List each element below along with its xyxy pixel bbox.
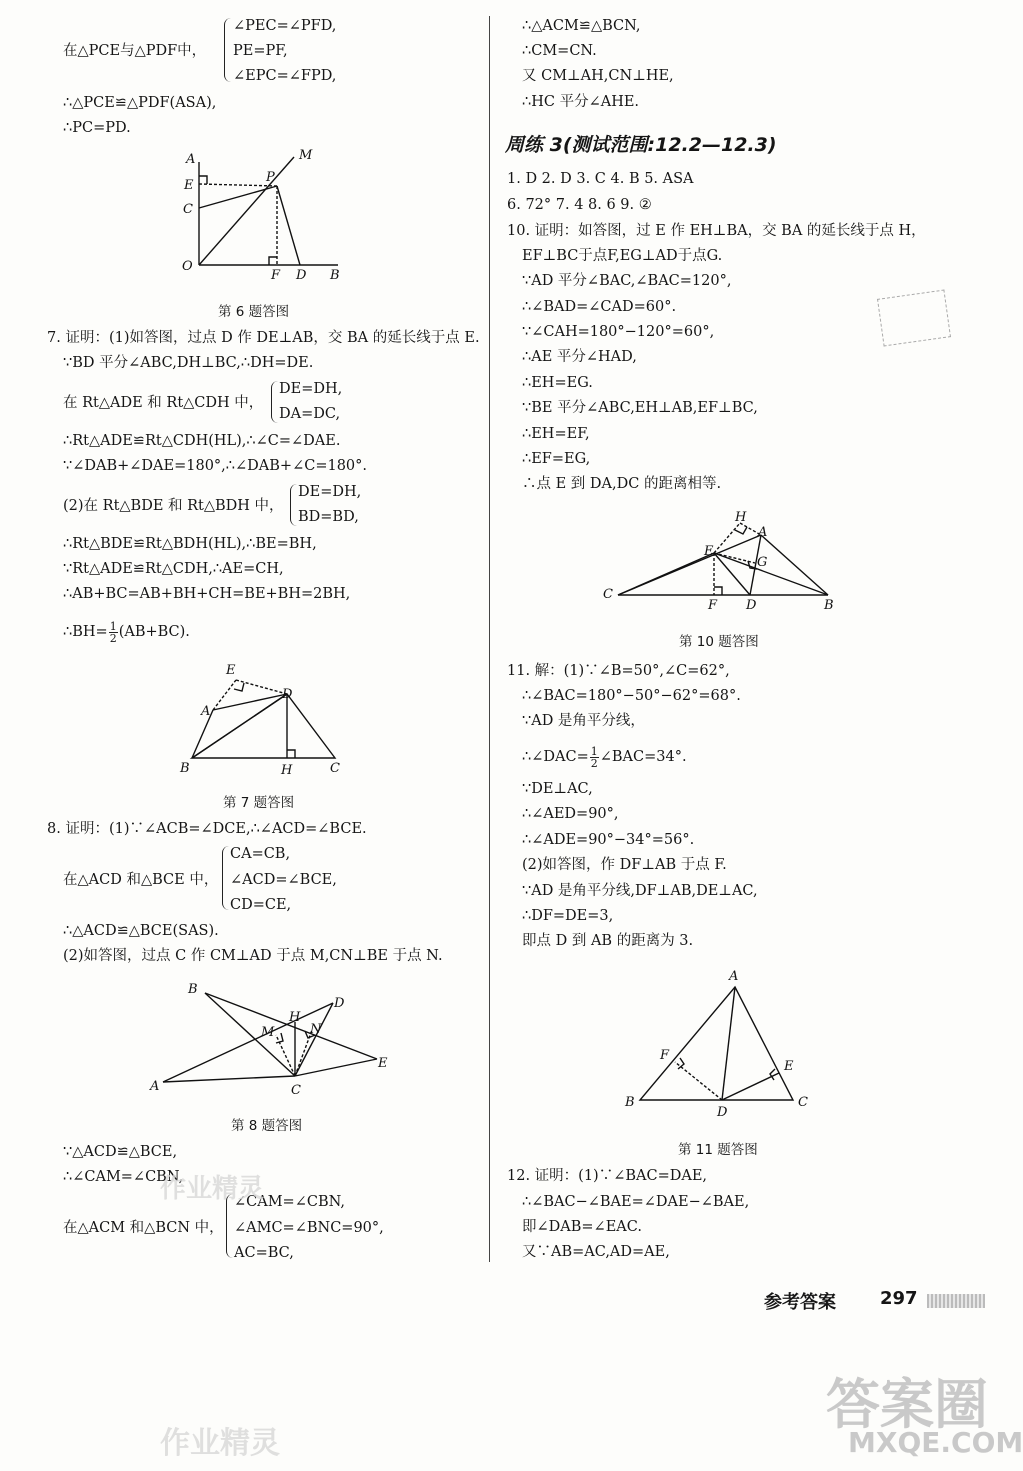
q8-line: 8. 证明：(1)∵∠ACB=∠DCE,∴∠ACD=∠BCE. [47, 821, 367, 837]
answer-key-line: 1. D 2. D 3. C 4. B 5. ASA [507, 171, 694, 187]
q8-end-line: ∴△ACM≌△BCN, [522, 18, 641, 34]
q11-line: (2)如答图，作 DF⊥AB 于点 F. [522, 857, 727, 873]
fig6-label: D [296, 268, 307, 283]
fig7-label: H [281, 763, 293, 778]
q10-line: ∵BE 平分∠ABC,EH⊥AB,EF⊥BC, [522, 400, 758, 416]
q11-line: ∴DF=DE=3, [522, 908, 614, 924]
q7-line: ∴BH= $\frac{1}{2}$ (AB+BC). [63, 619, 190, 645]
fig8-label: N [310, 1022, 322, 1037]
q7-system-line: BD=BD, [298, 509, 359, 525]
q7-system-prefix: (2)在 Rt△BDE 和 Rt△BDH 中， [63, 498, 284, 514]
fig10-label: A [758, 525, 768, 540]
q7-system-brace [290, 484, 297, 526]
figure-6 [170, 143, 360, 283]
fig7-label: D [282, 687, 293, 702]
q11-line: ∵AD 是角平分线， [522, 713, 645, 729]
fig8-label: H [289, 1010, 301, 1025]
q6-conclusion: ∴△PCE≌△PDF(ASA), [63, 95, 217, 111]
fig11-label: A [729, 969, 739, 984]
fig10-label: C [603, 587, 613, 602]
fig7-label: A [201, 704, 211, 719]
q11-line: 即点 D 到 AB 的距离为 3. [522, 933, 694, 949]
page-number: 297 [880, 1288, 918, 1309]
q8-system-line: ∠AMC=∠BNC=90°, [234, 1220, 384, 1236]
fig10-label: H [735, 510, 747, 525]
q7-line: ∵BD 平分∠ABC,DH⊥BC,∴DH=DE. [63, 355, 314, 371]
fig8-label: D [334, 996, 345, 1011]
fig6-label: C [183, 202, 193, 217]
figure-11 [620, 962, 820, 1122]
watermark: 作业精灵 [160, 1174, 265, 1204]
q11-line: ∴∠AED=90°, [522, 806, 619, 822]
q12-line: ∴∠BAC−∠BAE=∠DAE−∠BAE, [522, 1194, 750, 1210]
fig11-label: B [625, 1095, 635, 1110]
q10-line: ∴AE 平分∠HAD, [522, 349, 637, 365]
fig6-label: P [266, 170, 275, 185]
footer-bar [927, 1294, 985, 1308]
q7-line: ∵∠DAB+∠DAE=180°,∴∠DAB+∠C=180°. [63, 458, 367, 474]
fig8-label: A [150, 1079, 160, 1094]
q10-line: ∵∠CAH=180°−120°=60°, [522, 324, 715, 340]
q7-line: ∵Rt△ADE≌Rt△CDH,∴AE=CH, [63, 561, 284, 577]
fig7-label: B [180, 761, 190, 776]
q11-line: ∴∠DAC= $\frac{1}{2}$ ∠BAC=34°. [522, 744, 687, 770]
fig10-label: G [757, 555, 768, 570]
watermark-logo: 答案圈 [826, 1373, 988, 1436]
q11-line: ∴∠ADE=90°−34°=56°. [522, 832, 695, 848]
fig6-label: B [330, 268, 340, 283]
q10-line: ∴∠BAD=∠CAD=60°. [522, 299, 677, 315]
q8-line: ∴∠CAM=∠CBN, [63, 1169, 184, 1185]
fig7-label: E [226, 663, 236, 678]
q6-system-prefix: 在△PCE与△PDF中， [63, 43, 207, 59]
q8-system-line: AC=BC, [234, 1245, 294, 1261]
answer-key-line: 6. 72° 7. 4 8. 6 9. ② [507, 197, 652, 213]
q7-system-line: DA=DC, [279, 406, 341, 422]
fig8-label: M [261, 1025, 275, 1040]
figure-10 [598, 505, 848, 620]
fig10-caption: 第 10 题答图 [679, 634, 759, 650]
q6-system-brace [224, 18, 231, 82]
q6-conclusion: ∴PC=PD. [63, 120, 131, 136]
fig6-label: F [271, 268, 281, 283]
fraction-half: $\frac{1}{2}$ [590, 744, 598, 770]
fig8-label: C [291, 1083, 301, 1098]
q10-line: ∴EH=EF, [522, 426, 590, 442]
footer-label: 参考答案 [764, 1292, 836, 1313]
q12-line: 12. 证明：(1)∵∠BAC=DAE, [507, 1168, 708, 1184]
q6-system-line: ∠PEC=∠PFD, [233, 18, 337, 34]
q7-line: ∴AB+BC=AB+BH+CH=BE+BH=2BH, [63, 586, 351, 602]
q8-line: ∴△ACD≌△BCE(SAS). [63, 923, 219, 939]
column-divider [489, 16, 490, 1262]
fig11-label: E [784, 1059, 794, 1074]
q6-system-line: ∠EPC=∠FPD, [233, 68, 337, 84]
fig11-label: F [660, 1048, 670, 1063]
figure-7 [170, 652, 360, 782]
q8-end-line: ∴CM=CN. [522, 43, 597, 59]
q8-system-prefix: 在△ACM 和△BCN 中， [63, 1220, 224, 1236]
q7-system-prefix: 在 Rt△ADE 和 Rt△CDH 中， [63, 395, 264, 411]
section-title: 周练 3(测试范围:12.2—12.3) [505, 134, 777, 156]
q6-system-line: PE=PF, [233, 43, 288, 59]
q8-system-line: ∠ACD=∠BCE, [230, 872, 337, 888]
fig6-label: A [186, 152, 196, 167]
fig6-label: E [184, 178, 194, 193]
fig11-label: C [798, 1095, 808, 1110]
q8-system-line: ∠CAM=∠CBN, [234, 1194, 345, 1210]
q10-line: ∵AD 平分∠BAC,∠BAC=120°, [522, 273, 732, 289]
q10-line: ∴点 E 到 DA,DC 的距离相等. [522, 476, 722, 492]
fig11-label: D [717, 1105, 728, 1120]
fig10-label: E [704, 544, 714, 559]
q12-line: 即∠DAB=∠EAC. [522, 1219, 642, 1235]
q8-line: ∵△ACD≌△BCE, [63, 1144, 178, 1160]
q11-line: ∵DE⊥AC, [522, 781, 593, 797]
watermark: 作业精灵 [160, 1426, 280, 1461]
q7-line: ∴Rt△BDE≌Rt△BDH(HL),∴BE=BH, [63, 536, 317, 552]
watermark-url: MXQE.COM [848, 1426, 1023, 1459]
fig6-label: M [299, 148, 313, 163]
q7-system-line: DE=DH, [279, 381, 343, 397]
fig8-label: E [378, 1056, 388, 1071]
q11-line: 11. 解：(1)∵∠B=50°,∠C=62°, [507, 663, 730, 679]
fraction-half: $\frac{1}{2}$ [109, 619, 117, 645]
q11-line: ∴∠BAC=180°−50°−62°=68°. [522, 688, 741, 704]
q7-line: ∴Rt△ADE≌Rt△CDH(HL),∴∠C=∠DAE. [63, 433, 341, 449]
fig10-label: D [746, 598, 757, 613]
q7-system-line: DE=DH, [298, 484, 362, 500]
q10-line: ∴EH=EG. [522, 375, 593, 391]
q8-system-line: CA=CB, [230, 846, 291, 862]
q7-line: 7. 证明：(1)如答图，过点 D 作 DE⊥AB，交 BA 的延长线于点 E. [47, 330, 480, 346]
fig10-label: B [824, 598, 834, 613]
q8-system-prefix: 在△ACD 和△BCE 中， [63, 872, 219, 888]
q8-line: (2)如答图，过点 C 作 CM⊥AD 于点 M,CN⊥BE 于点 N. [63, 948, 443, 964]
q10-line: ∴EF=EG, [522, 451, 591, 467]
fig6-label: O [182, 259, 193, 274]
q8-end-line: ∴HC 平分∠AHE. [522, 94, 640, 110]
fig7-caption: 第 7 题答图 [223, 795, 295, 811]
q8-end-line: 又 CM⊥AH,CN⊥HE, [522, 68, 674, 84]
q8-system-line: CD=CE, [230, 897, 292, 913]
fig8-label: B [188, 982, 198, 997]
q10-line: EF⊥BC于点F,EG⊥AD于点G. [522, 248, 723, 264]
stamp-mark [877, 290, 951, 347]
fig6-caption: 第 6 题答图 [218, 304, 290, 320]
fig8-caption: 第 8 题答图 [231, 1118, 303, 1134]
fig10-label: F [708, 598, 718, 613]
q10-line: 10. 证明：如答图，过 E 作 EH⊥BA，交 BA 的延长线于点 H， [507, 223, 926, 239]
q8-system-brace [222, 846, 229, 910]
fig11-caption: 第 11 题答图 [678, 1142, 758, 1158]
fig7-label: C [330, 761, 340, 776]
figure-8 [145, 975, 395, 1105]
q7-system-brace [271, 381, 278, 423]
q12-line: 又∵AB=AC,AD=AE, [522, 1244, 670, 1260]
q11-line: ∵AD 是角平分线,DF⊥AB,DE⊥AC, [522, 883, 758, 899]
